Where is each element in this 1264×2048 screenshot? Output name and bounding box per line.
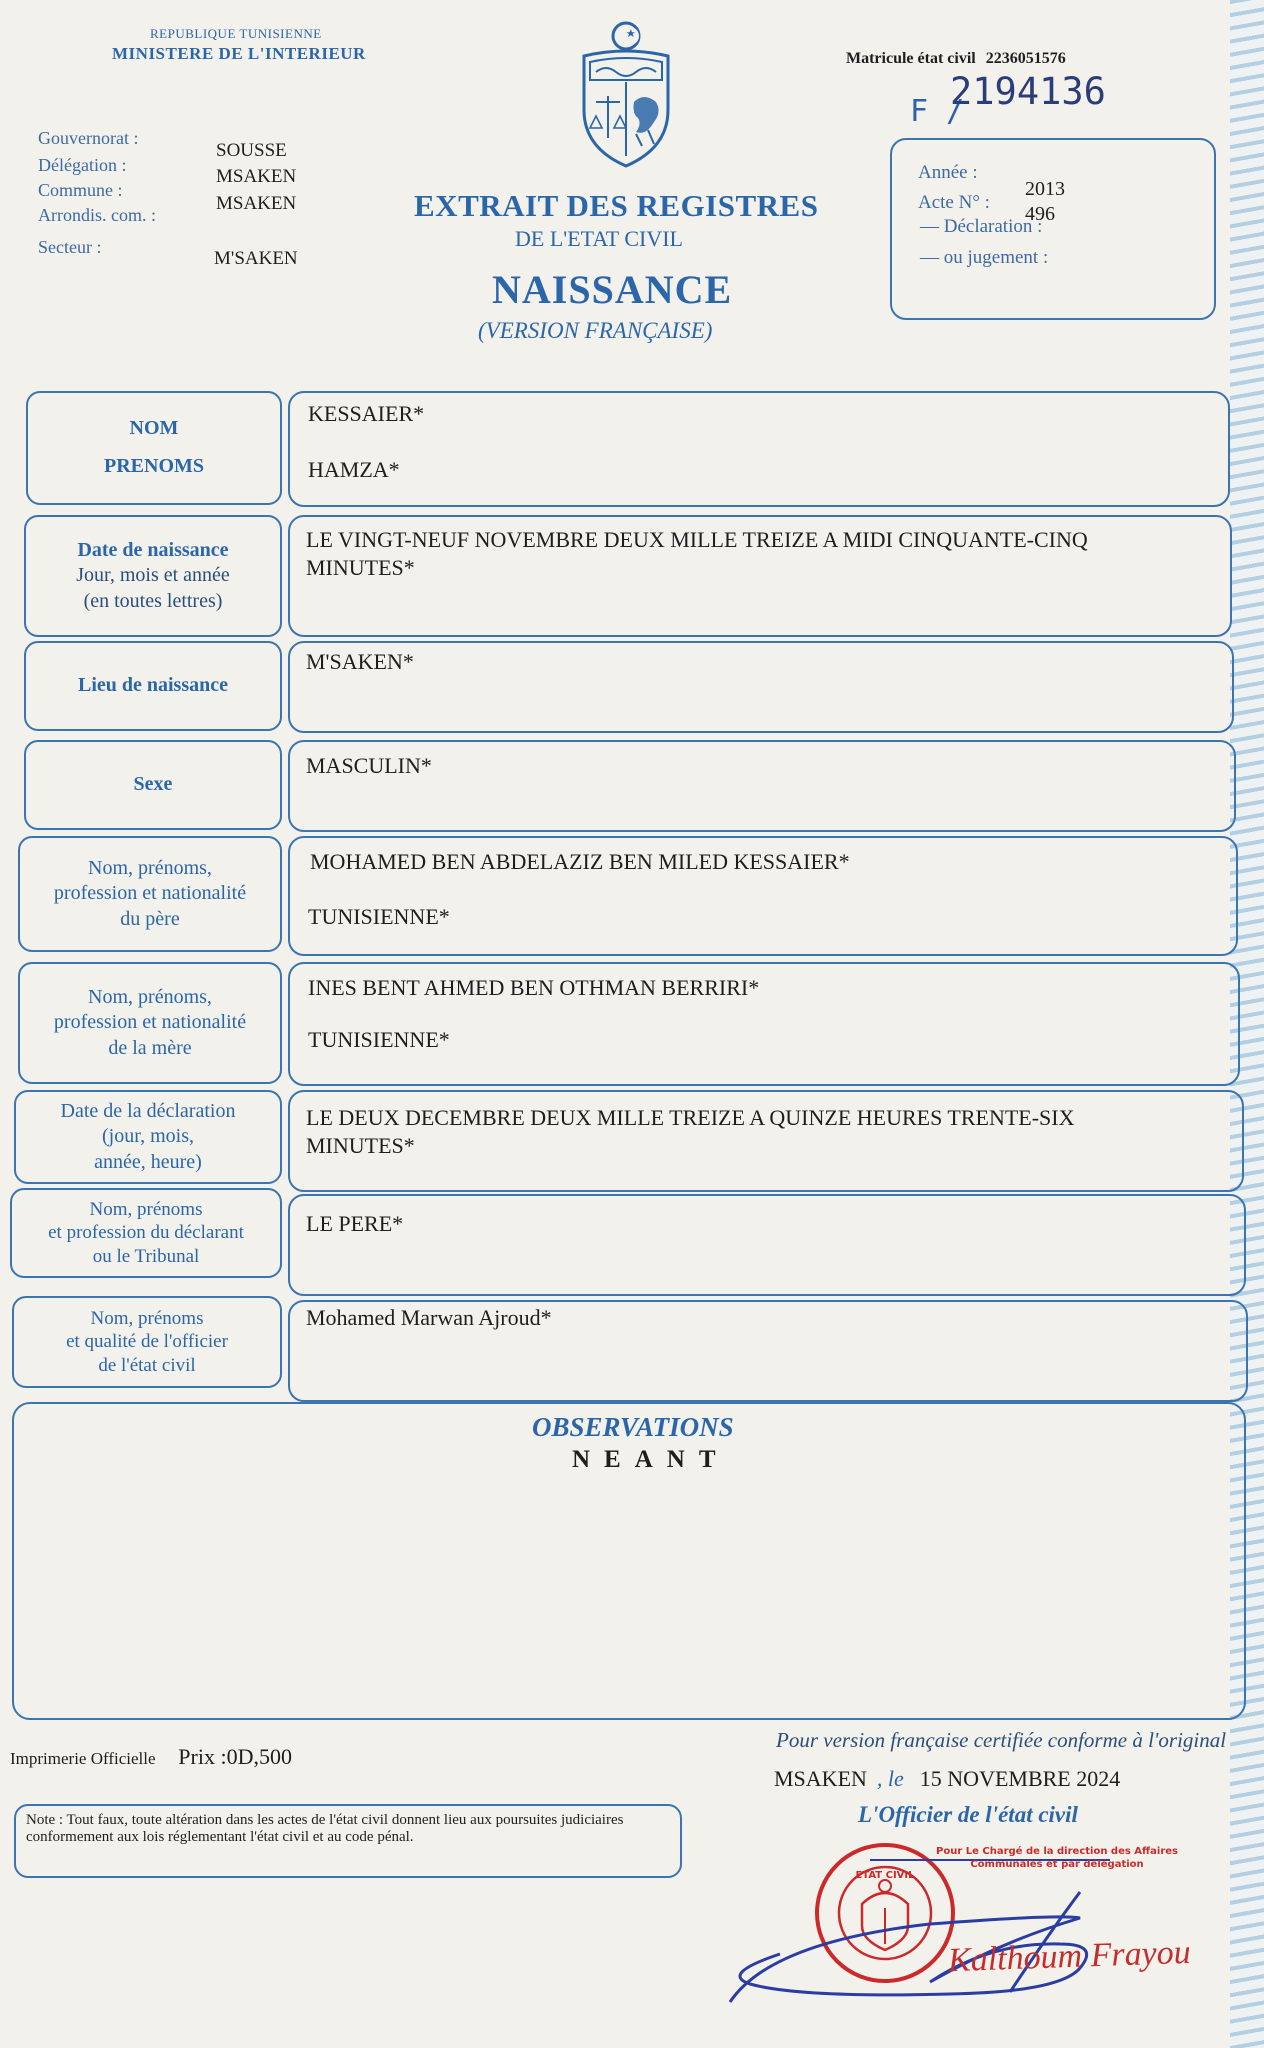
document-title: EXTRAIT DES REGISTRES <box>414 188 819 223</box>
admin-value-commune: MSAKEN <box>216 193 297 214</box>
label-line: Nom, prénoms, <box>88 856 212 879</box>
coat-of-arms-icon <box>566 16 686 172</box>
admin-label-delegation: Délégation : <box>38 155 127 175</box>
label-line: PRENOMS <box>104 455 204 477</box>
label-date-declaration <box>14 1090 282 1184</box>
label-officier <box>12 1296 282 1388</box>
value-declarant: LE PERE* <box>306 1211 404 1236</box>
admin-label-commune: Commune : <box>38 180 123 200</box>
document-version: (VERSION FRANÇAISE) <box>478 318 713 343</box>
label-line: ou le Tribunal <box>92 1245 200 1267</box>
serial-number: 2194136 <box>950 70 1106 113</box>
value-lieu-naissance: M'SAKEN* <box>306 649 414 674</box>
label-line: Date de naissance <box>77 538 229 561</box>
annee-label: Année : <box>918 162 978 183</box>
label-line: Jour, mois et année <box>76 564 230 587</box>
value-sexe: MASCULIN* <box>306 753 432 778</box>
label-line: NOM <box>129 417 179 440</box>
acte-value: 496 <box>1025 203 1055 225</box>
price-label: Prix :0D,500 <box>178 1744 292 1769</box>
label-line: de l'état civil <box>98 1354 196 1376</box>
le-connector: , le <box>876 1766 904 1791</box>
value-date-declaration-line2: MINUTES* <box>306 1133 415 1158</box>
acte-label: Acte N° : <box>918 192 990 213</box>
value-box-lieu-naissance <box>288 641 1234 733</box>
signature-name: Kalthoum Frayou <box>947 1933 1192 1980</box>
place-date-line <box>774 1766 1120 1792</box>
imprimerie-label: Imprimerie Officielle <box>10 1749 156 1768</box>
certification-text: Pour version française certifiée conforme à l'original <box>776 1728 1227 1752</box>
label-line: Lieu de naissance <box>77 674 229 697</box>
label-line: Sexe <box>133 773 173 796</box>
value-pere-nom: MOHAMED BEN ABDELAZIZ BEN MILED KESSAIER* <box>310 849 850 874</box>
label-lieu-naissance <box>24 641 282 731</box>
label-line: Date de la déclaration <box>60 1099 236 1122</box>
stamp-delegation-text: Pour Le Chargé de la direction des Affaires Communales et par délégation <box>936 1846 1178 1870</box>
value-mere-nom: INES BENT AHMED BEN OTHMAN BERRIRI* <box>308 975 760 1000</box>
observations-value: NEANT <box>572 1446 730 1473</box>
republic-heading: REPUBLIQUE TUNISIENNE <box>150 26 322 41</box>
value-nom: KESSAIER* <box>308 401 425 426</box>
label-line: Nom, prénoms, <box>88 985 212 1008</box>
legal-note: Note : Tout faux, toute altération dans les actes de l'état civil donnent lieu aux poursuites judiciaires conformement aux lois réglementant l'état civil et au code pénal. <box>14 1804 682 1878</box>
observations-title: OBSERVATIONS <box>532 1412 734 1442</box>
label-line: et profession du déclarant <box>48 1222 244 1244</box>
document-subtitle: DE L'ETAT CIVIL <box>515 226 683 251</box>
label-line: profession et nationalité <box>53 882 247 905</box>
admin-value-gouvernorat: SOUSSE <box>216 140 287 161</box>
value-pere-nationalite: TUNISIENNE* <box>308 904 450 929</box>
document-type: NAISSANCE <box>492 267 733 312</box>
label-sexe <box>24 740 282 830</box>
label-pere <box>18 836 282 952</box>
label-line: Nom, prénoms <box>89 1199 203 1221</box>
admin-label-gouvernorat: Gouvernorat : <box>38 128 139 148</box>
admin-value-secteur: M'SAKEN <box>214 248 298 269</box>
value-mere-nationalite: TUNISIENNE* <box>308 1027 450 1052</box>
value-box-nom-prenoms <box>288 391 1230 507</box>
value-box-declarant <box>288 1194 1246 1296</box>
place: MSAKEN <box>774 1766 867 1791</box>
footer-printing-info <box>10 1744 292 1770</box>
issue-date: 15 NOVEMBRE 2024 <box>919 1766 1121 1791</box>
serial-prefix: F / <box>910 94 965 129</box>
admin-label-arrondissement: Arrondis. com. : <box>38 205 156 225</box>
matricule-value: 2236051576 <box>985 50 1066 67</box>
label-declarant <box>10 1188 282 1278</box>
label-line: profession et nationalité <box>53 1011 247 1034</box>
value-prenoms: HAMZA* <box>308 457 400 482</box>
value-date-declaration-line1: LE DEUX DECEMBRE DEUX MILLE TREIZE A QUINZE HEURES TRENTE-SIX <box>306 1105 1075 1130</box>
label-line: (jour, mois, <box>102 1125 194 1148</box>
ministry-heading: MINISTERE DE L'INTERIEUR <box>112 44 366 63</box>
label-line: (en toutes lettres) <box>83 589 223 612</box>
label-line: Nom, prénoms <box>90 1307 204 1329</box>
label-line: année, heure) <box>94 1150 202 1173</box>
label-line: de la mère <box>108 1036 192 1059</box>
annee-value: 2013 <box>1025 178 1065 200</box>
admin-label-secteur: Secteur : <box>38 237 102 257</box>
value-date-naissance-line2: MINUTES* <box>306 555 415 580</box>
value-officier: Mohamed Marwan Ajroud* <box>306 1305 552 1330</box>
svg-text:ETAT CIVIL: ETAT CIVIL <box>855 1870 915 1881</box>
matricule-label: Matricule état civil <box>846 50 976 67</box>
declaration-label: — Déclaration : <box>920 216 1043 237</box>
matricule <box>846 50 1066 68</box>
admin-value-delegation: MSAKEN <box>216 166 297 187</box>
label-mere <box>18 962 282 1084</box>
label-line: et qualité de l'officier <box>66 1331 228 1353</box>
value-date-naissance-line1: LE VINGT-NEUF NOVEMBRE DEUX MILLE TREIZE A MIDI CINQUANTE-CINQ <box>306 527 1088 552</box>
label-date-naissance <box>24 515 282 637</box>
label-nom-prenoms <box>26 391 282 505</box>
label-line: du père <box>120 907 180 930</box>
jugement-label: — ou jugement : <box>920 247 1049 268</box>
officer-title: L'Officier de l'état civil <box>858 1802 1078 1827</box>
